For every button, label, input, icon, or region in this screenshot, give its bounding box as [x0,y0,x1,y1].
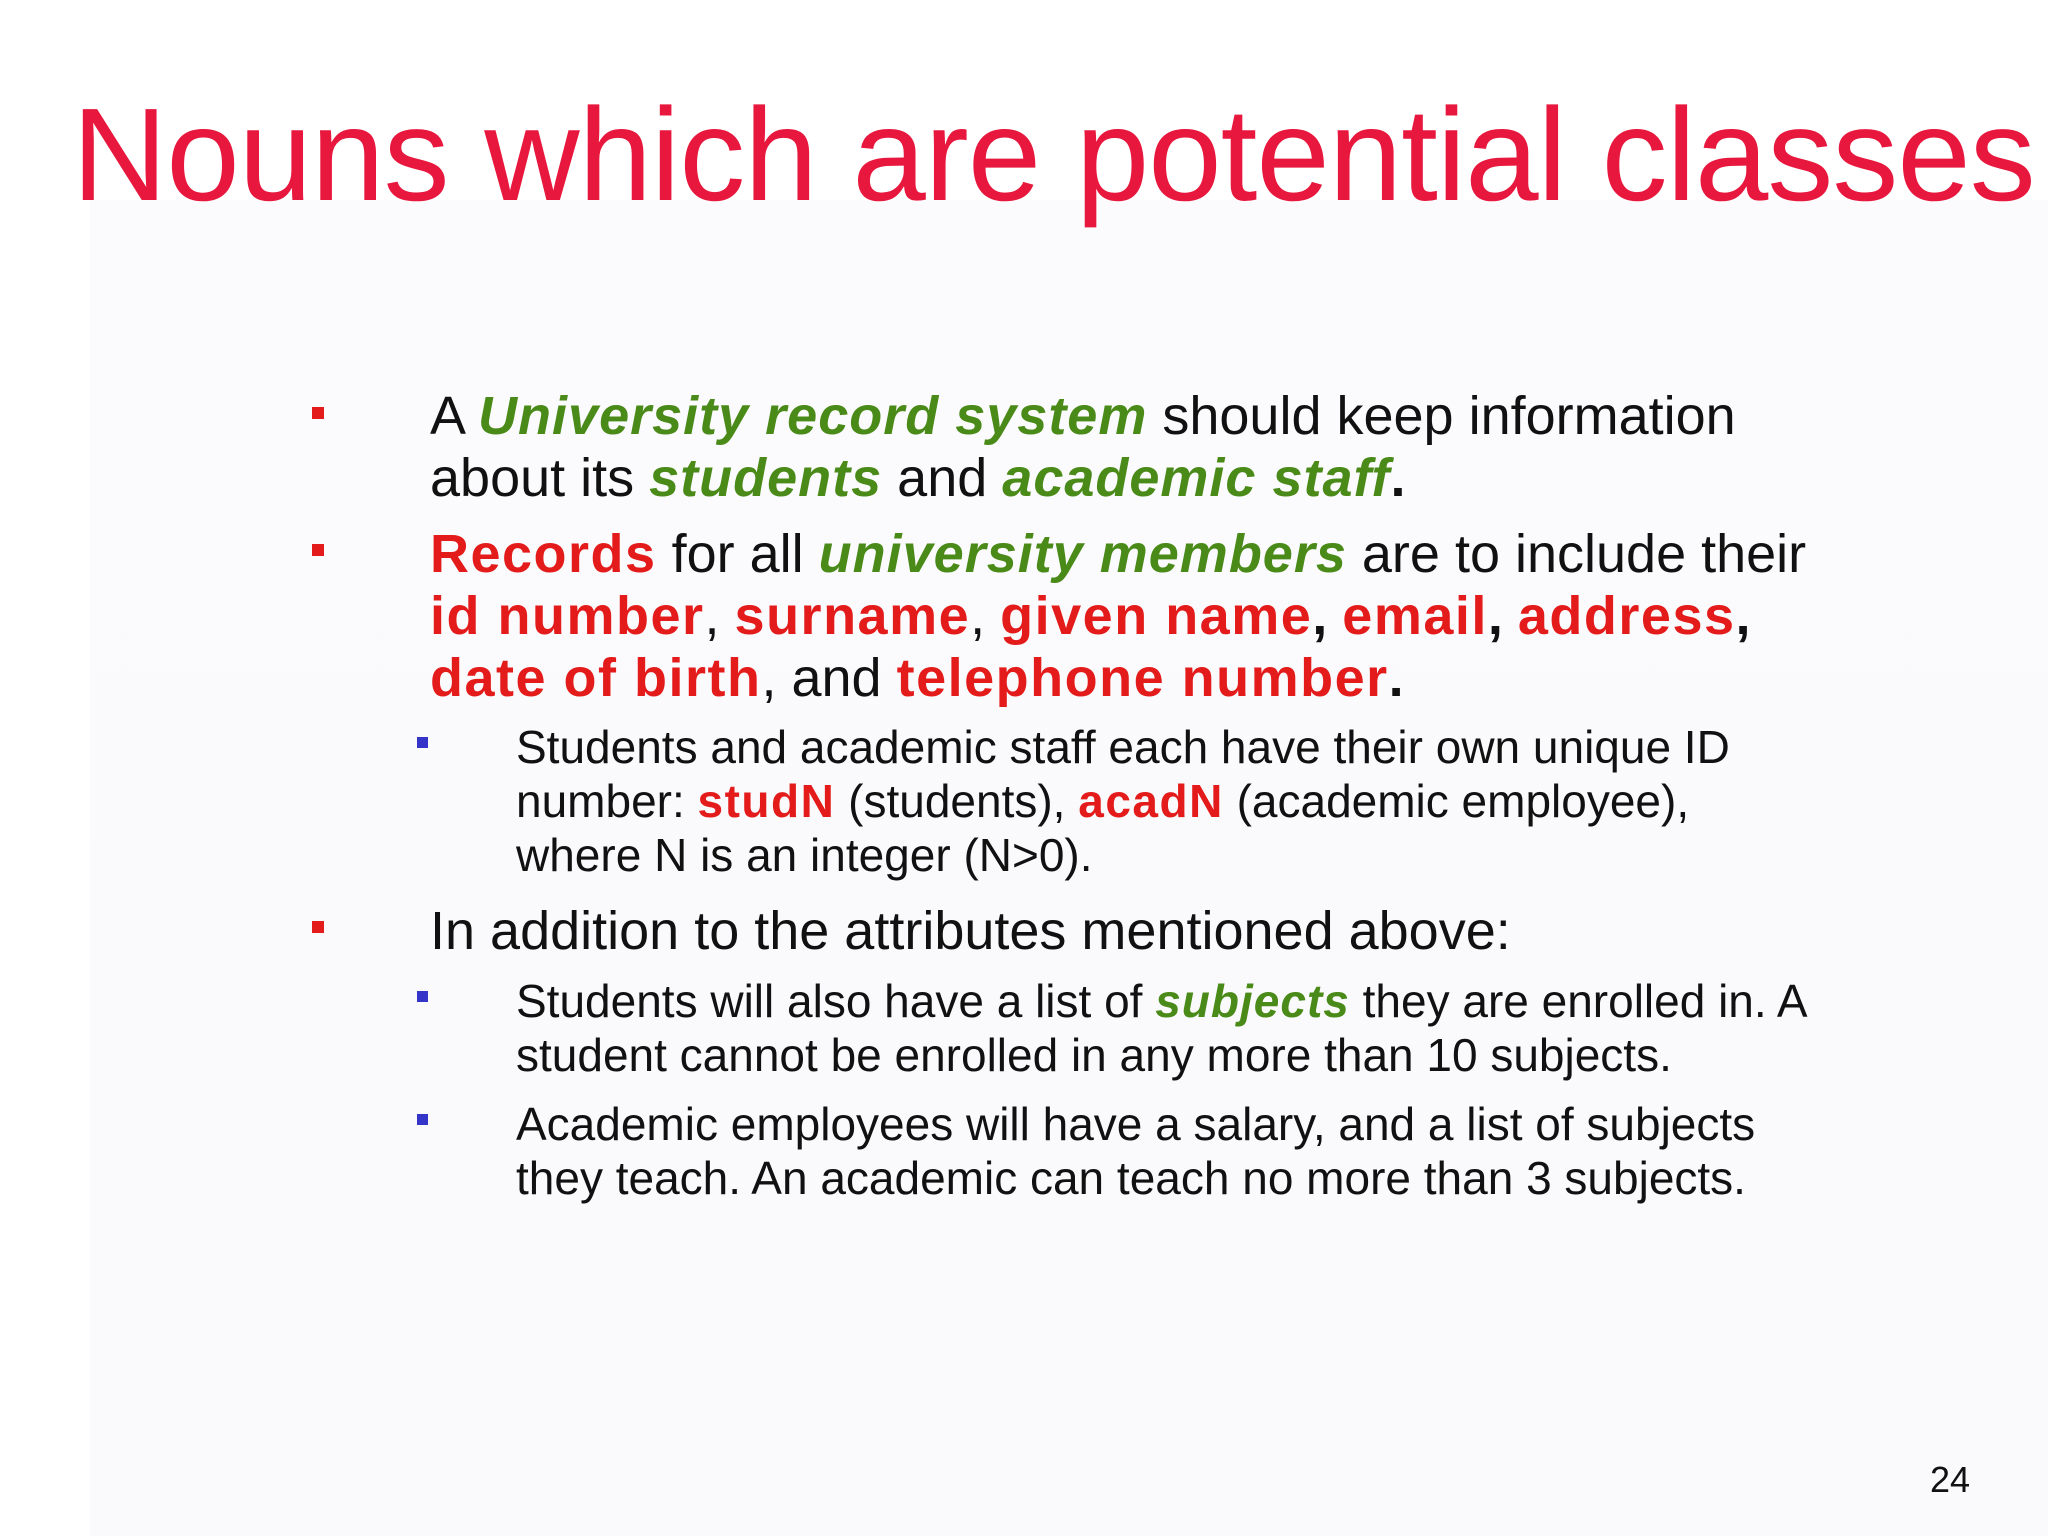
slide-title: Nouns which are potential classes [72,81,2035,228]
noun-academic-staff: academic staff [1002,448,1391,508]
sub-bullet-2-1-line-3: where N is an integer (N>0). [516,829,1093,881]
attribute-date-of-birth: date of birth [430,648,762,708]
text-run: they are enrolled in. A [1349,975,1808,1027]
attribute-surname: surname [734,586,971,646]
sub-bullet-3-1-line-2: student cannot be enrolled in any more than 10 subjects. [516,1029,1672,1081]
noun-students: students [649,448,883,508]
sub-bullet-2-1-line-1: Students and academic staff each have their own unique ID [516,721,1730,773]
page-number: 24 [1930,1459,1971,1500]
text-run: . [1388,648,1404,708]
bullet-1-line-1 [430,385,1736,447]
id-format-studN: studN [697,775,836,827]
bullet-2-line-3 [430,647,1404,709]
sub-bullet-3-1-line-1 [516,974,1808,1028]
blue-square-bullet-icon [417,737,428,748]
text-run: , [1735,586,1751,646]
text-run: , [704,586,735,646]
attribute-address: address [1517,586,1736,646]
text-run: , and [761,648,897,708]
noun-university-members: university members [818,524,1347,584]
blue-square-bullet-icon [417,991,428,1002]
red-square-bullet-icon [312,921,324,933]
bullet-2-line-2 [430,585,1751,647]
noun-subjects: subjects [1155,975,1350,1027]
red-square-bullet-icon [312,544,324,556]
text-run: should keep information [1147,386,1736,446]
text-run: , [970,586,1001,646]
sub-bullet-3-2-line-2: they teach. An academic can teach no more than 3 subjects. [516,1152,1746,1204]
text-run: Students will also have a list of [516,975,1156,1027]
attribute-records: Records [430,524,657,584]
text-run: for all [656,524,819,584]
blue-square-bullet-icon [417,1114,428,1125]
attribute-email: email [1342,586,1488,646]
text-run: (students), [835,775,1079,827]
attribute-id-number: id number [430,586,705,646]
noun-university-record-system: University record system [478,386,1148,446]
attribute-given-name: given name [1000,586,1313,646]
id-format-acadN: acadN [1078,775,1224,827]
text-run: number: [516,775,698,827]
text-run: , [1487,586,1518,646]
text-run: are to include their [1346,524,1807,584]
sub-bullet-2-1-line-2 [516,774,1689,828]
text-run: , [1312,586,1343,646]
bullet-2-line-1 [430,523,1806,585]
red-square-bullet-icon [312,407,324,419]
text-run: (academic employee), [1223,775,1690,827]
text-run: about its [430,448,650,508]
bullet-1-line-2 [430,447,1406,509]
sub-bullet-3-2-line-1: Academic employees will have a salary, and a list of subjects [516,1098,1756,1150]
text-run: and [882,448,1003,508]
text-run: . [1390,448,1406,508]
attribute-telephone-number: telephone number [896,648,1389,708]
text-run: A [430,386,479,446]
bullet-3-line-1: In addition to the attributes mentioned above: [430,901,1511,961]
